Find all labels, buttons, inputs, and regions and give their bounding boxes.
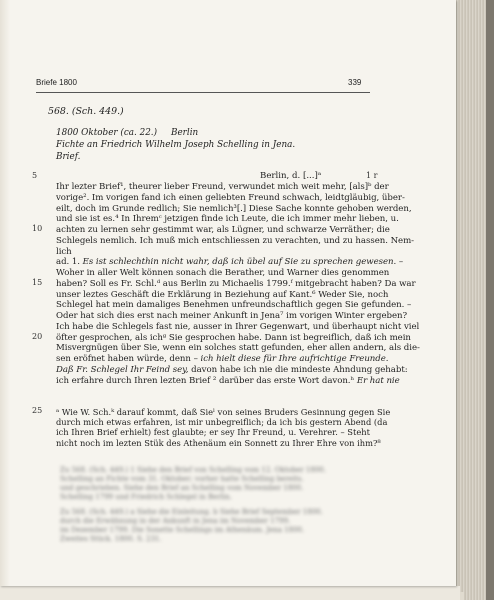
line-number-5: 5 bbox=[32, 171, 38, 180]
body-line: Oder hat sich dies erst nach meiner Ankunft in Jena⁷ im vorigen Winter ergeben? bbox=[56, 311, 408, 321]
line-number-25: 25 bbox=[32, 406, 43, 415]
body-line: Woher in aller Welt können sonach die Berather, und Warner dies genommen bbox=[56, 268, 390, 278]
footnote-line: ich Ihren Brief erhielt) fest glaubte; er sey Ihr Freund, u. Verehrer. – Steht bbox=[56, 427, 370, 438]
running-title: Briefe 1800 bbox=[36, 78, 77, 87]
line-number-10: 10 bbox=[32, 224, 43, 233]
line-number-15: 15 bbox=[32, 278, 43, 287]
header-rule bbox=[36, 92, 370, 93]
body-line: achten zu lernen sehr gestimmt war, als Lügner, und schwarze Verräther; die bbox=[56, 225, 390, 235]
body-line: unser leztes Geschäft die Erklärung in Beziehung auf Kant.⁶ Weder Sie, noch bbox=[56, 289, 389, 300]
body-line: öfter gesprochen, als ichᵍ Sie gesprochen habe. Dann ist begreiflich, daß ich mein bbox=[56, 332, 411, 343]
spine-edge bbox=[486, 0, 494, 600]
letter-date-line bbox=[56, 128, 198, 138]
letter-place: Berlin bbox=[171, 128, 199, 138]
footnote-line: ᵃ Wie W. Sch.ᵏ darauf kommt, daß Sieˡ von seines Bruders Gesinnung gegen Sie bbox=[56, 407, 391, 417]
body-line: Daß Fr. Schlegel Ihr Feind sey, davon habe ich nie die mindeste Ahndung gehabt: bbox=[56, 364, 408, 375]
body-line: haben? Soll es Fr. Schl.ᵈ aus Berlin zu Michaelis 1799.ᶠ mitgebracht haben? Da war bbox=[56, 278, 416, 289]
line-number-20: 20 bbox=[32, 332, 43, 341]
body-line: lich bbox=[56, 246, 72, 257]
page-stack bbox=[0, 586, 460, 600]
footnote-line: nicht noch im lezten Stük des Athenäum ein Sonnett zu Ihrer Ehre von ihm?⁸ bbox=[56, 437, 381, 448]
body-line: Ich habe die Schlegels fast nie, ausser in Ihrer Gegenwart, und überhaupt nicht viel bbox=[56, 321, 420, 332]
body-line: ich erfahre durch Ihren lezten Brief ² darüber das erste Wort davon.ʰ Er hat nie bbox=[56, 375, 400, 386]
body-line: Misvergnügen über Sie, wenn ein solches statt gefunden, eher allen andern, als die- bbox=[56, 343, 420, 354]
page-number: 339 bbox=[348, 78, 362, 87]
body-line: vorige². Im vorigen fand ich einen geliebten Freund schwach, leidtgläubig, über- bbox=[56, 192, 405, 203]
blurred-apparatus-1: Zu 568. (Sch. 449.) 1 Siehe den Brief von Schelling vom 12. Oktober 1800. Schelling an Fichte vom 31. Oktober; vorher hatte Schelling bereits. und geschrieben. Siehe den Brief an Schelling vom November 1800. Schelling 1799 und Friedrich Schlegel in Berlin. bbox=[60, 466, 326, 501]
body-line: Ihr lezter Brief¹, theurer lieber Freund, verwundet mich weit mehr, [als]ᵇ der bbox=[56, 182, 389, 192]
footnote-line: durch mich etwas erfahren, ist mir unbegreiflich; da ich bis gestern Abend (da bbox=[56, 417, 388, 428]
gutter-shadow bbox=[0, 0, 10, 586]
folio-marker: 1 r bbox=[366, 171, 378, 180]
body-line: Schlegels nemlich. Ich muß mich entschliessen zu verachten, und zu hassen. Nem- bbox=[56, 235, 415, 246]
body-line: sen eröfnet haben würde, denn – ich hielt diese für Ihre aufrichtige Freunde. bbox=[56, 354, 389, 364]
letter-kind: Brief. bbox=[56, 152, 81, 162]
body-line: Schlegel hat mein damaliges Benehmen unfreundschaftlich gegen Sie gefunden. – bbox=[56, 300, 412, 311]
letter-heading: 568. (Sch. 449.) bbox=[48, 106, 124, 117]
letter-recipient: Fichte an Friedrich Wilhelm Joseph Schelling in Jena. bbox=[56, 140, 296, 150]
body-line: eilt, doch im Grunde redlich; Sie nemlich³[.] Diese Sache konnte gehoben werden, bbox=[56, 203, 412, 214]
body-line: und sie ist es.⁴ In Ihremᶜ jetzigen finde ich Leute, die ich immer mehr lieben, u. bbox=[56, 214, 399, 225]
opening-place: Berlin, d. [...]ᵃ bbox=[260, 171, 322, 181]
body-line: ad. 1. Es ist schlechthin nicht wahr, daß ich übel auf Sie zu sprechen gewesen. – bbox=[56, 257, 404, 268]
blurred-apparatus-2: Zu 568. (Sch. 449.) a Siehe die Einleitung. b Siehe Brief September 1800. durch die Erwähnung in der Ankunft in Jena im November 1799. im Dezember 1799. Die Sonette Schellings im Athenäum. Jena 1800. Zweites Stück. 1800. S. 231. bbox=[60, 508, 323, 543]
letter-date: 1800 Oktober (ca. 22.) bbox=[56, 128, 158, 138]
